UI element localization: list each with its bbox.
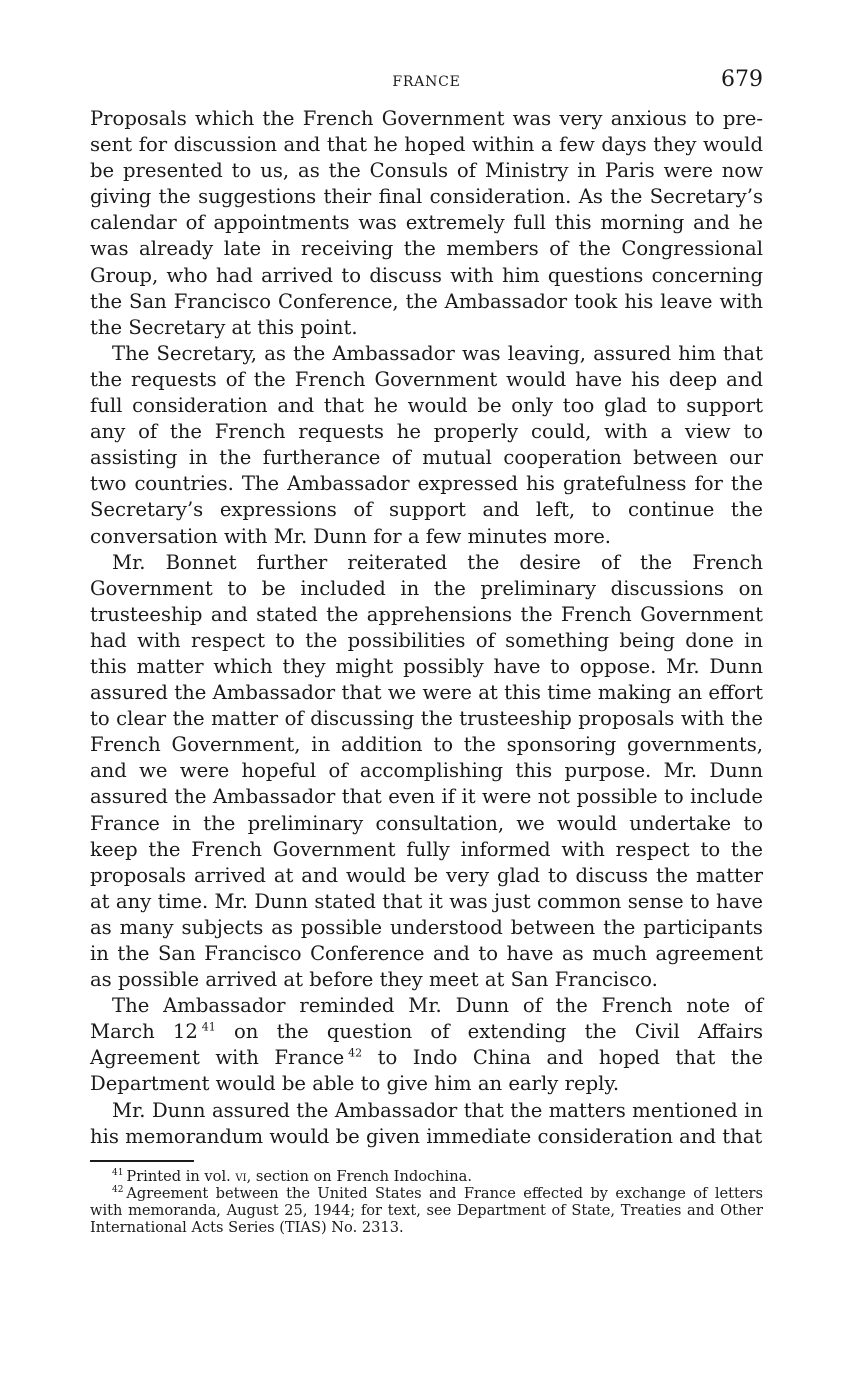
paragraph-2: The Secretary, as the Ambassador was leaving, assured him that the requests of the French Government would have his deep and full consideration and that he would be only too glad to support any of the French requests he properly could, with a view to assisting in the furtherance of mutual cooperation between our two countries. The Ambassador expressed his gratefulness for the Secretary’s expressions of support and left, to continue the conversation with Mr. Dunn for a few minutes more. [90,341,763,548]
paragraph-5: Mr. Dunn assured the Ambassador that the matters mentioned in his memorandum would be given immediate consideration and that [90,1098,763,1148]
footnote-divider [90,1160,194,1162]
running-head-title: FRANCE [392,74,461,90]
body-text [90,106,763,1150]
footnote-42 [90,1185,763,1236]
footnotes [90,1168,763,1236]
paragraph-4-text-c: to Indo China and hoped that the Department would be able to give him an early reply. [90,1046,763,1096]
footnote-41-text: Printed in vol. [126,1167,236,1185]
footnote-42-text: Agreement between the United States and France effected by exchange of letters with memoranda, August 25, 1944; for text, see Department of State, Treaties and Other International Acts Series (TIAS) No. 2313. [90,1184,763,1236]
footnote-reference-41: 41 [201,1020,216,1034]
footnote-41 [90,1168,763,1185]
paragraph-4-text-a: The Ambassador reminded Mr. Dunn of the French note of March 12 [90,994,763,1044]
paragraph-4-text-b: on the question of extending the Civil Affairs Agreement with France [90,1020,763,1070]
document-page [90,64,763,1236]
paragraph-4 [90,993,763,1097]
footnote-reference-42: 42 [348,1046,363,1060]
paragraph-3: Mr. Bonnet further reiterated the desire of the French Government to be included in the preliminary discussions on trusteeship and stated the apprehensions the French Government had with respect to the possibilities of something being done in this matter which they might possibly have to oppose. Mr. Dunn assured the Ambassador that we were at this time making an effort to clear the matter of discussing the trusteeship proposals with the French Government, in addition to the sponsoring governments, and we were hopeful of accomplishing this purpose. Mr. Dunn assured the Ambassador that even if it were not possible to include France in the preliminary consultation, we would undertake to keep the French Government fully informed with respect to the proposals arrived at and would be very glad to discuss the matter at any time. Mr. Dunn stated that it was just common sense to have as many subjects as possible understood between the participants in the San Francisco Conference and to have as much agreement as possible arrived at before they meet at San Francisco. [90,550,763,992]
running-head [90,64,763,106]
footnote-41-volume: vi [235,1167,247,1185]
footnote-42-mark: 42 [112,1184,124,1195]
page-number: 679 [721,67,763,92]
footnote-41-mark: 41 [112,1167,124,1178]
footnote-41-text-end: , section on French Indochina. [246,1167,472,1185]
paragraph-1: Proposals which the French Government was very anxious to present for discussion and that he hoped within a few days they would be presented to us, as the Consuls of Ministry in Paris were now giving the suggestions their final consideration. As the Secretary’s calendar of appointments was extremely full this morning and he was already late in receiving the members of the Congressional Group, who had arrived to discuss with him questions concerning the San Francisco Conference, the Ambassador took his leave with the Secretary at this point. [90,107,763,339]
